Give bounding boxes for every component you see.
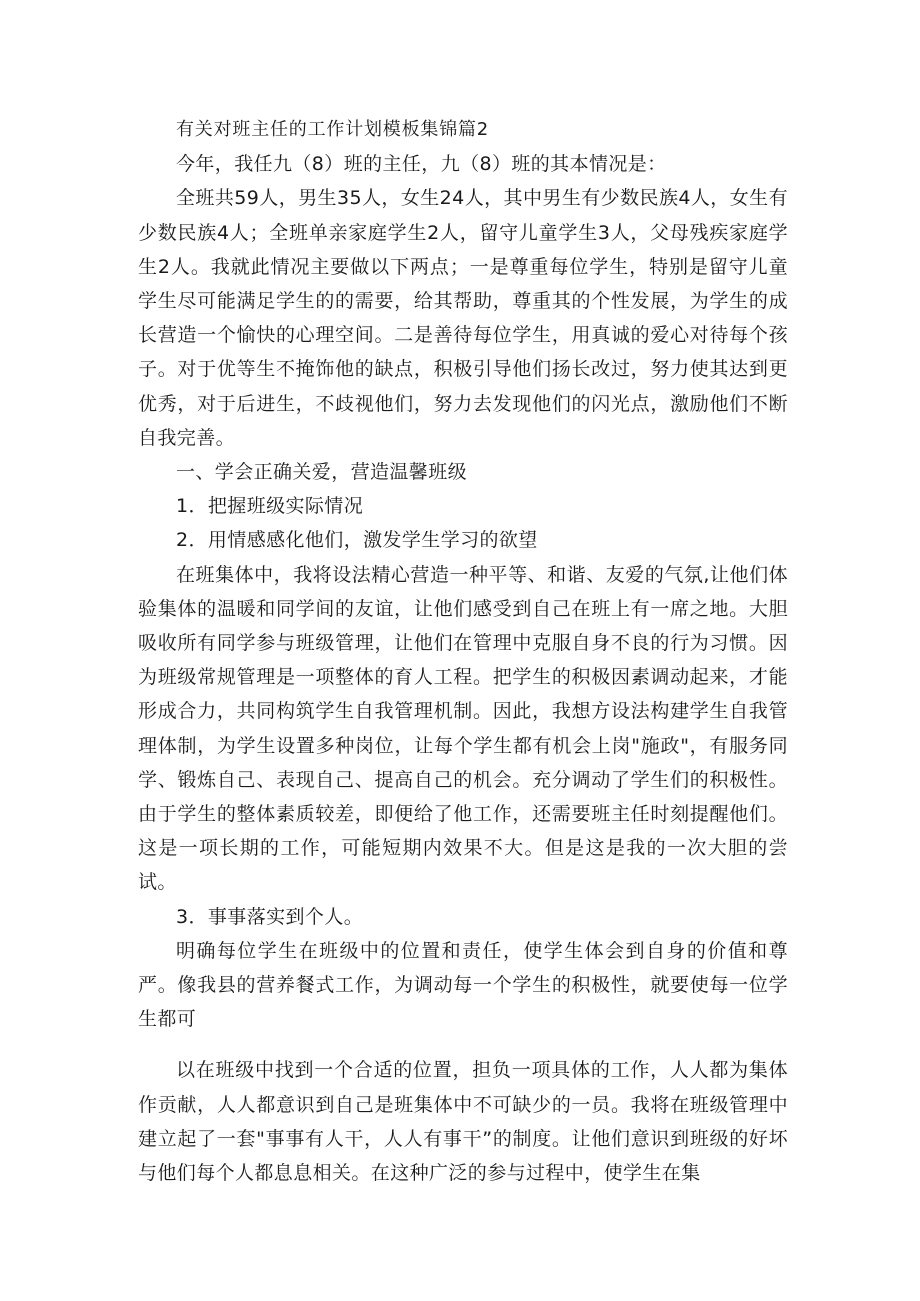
paragraph-class-management: 在班集体中，我将设法精心营造一种平等、和谐、友爱的气氛,让他们体验集体的温暖和同学间的友谊，让他们感受到自己在班上有一席之地。大胆吸收所有同学参与班级管理，让他们在管理中克服自身不良的行为习惯。因为班级常规管理是一项整体的育人工程。把学生的积极因素调动起来，才能形成合力，共同构筑学生自我管理机制。因此，我想方设法构建学生自我管理体制，为学生设置多种岗位，让每个学生都有机会上岗"施政"，有服务同学、锻炼自己、表现自己、提高自己的机会。充分调动了学生们的积极性。由于学生的整体素质较差，即便给了他工作，还需要班主任时刻提醒他们。这是一项长期的工作，可能短期内效果不大。但是这是我的一次大胆的尝试。 — [138, 563, 788, 894]
list-item-1: 1．把握班级实际情况 — [176, 495, 364, 518]
paragraph-class-situation: 全班共59人，男生35人，女生24人，其中男生有少数民族4人，女生有少数民族4人；全班单亲家庭学生2人，留守儿童学生3人，父母残疾家庭学生2人。我就此情况主要做以下两点；一是尊重每位学生，特别是留守儿童学生尽可能满足学生的的需要，给其帮助，尊重其的个性发展，为学生的成长营造一个愉快的心理空间。二是善待每位学生，用真诚的爱心对待每个孩子。对于优等生不掩饰他的缺点，积极引导他们扬长改过，努力使其达到更优秀，对于后进生，不歧视他们，努力去发现他们的闪光点，激励他们不断自我完善。 — [138, 187, 788, 449]
paragraph-participation: 以在班级中找到一个合适的位置，担负一项具体的工作，人人都为集体作贡献，人人都意识到自己是班集体中不可缺少的一员。我将在班级管理中建立起了一套"事事有人干，人人有事干”的制度。让他们意识到班级的好坏与他们每个人都息息相关。在这种广泛的参与过程中，使学生在集 — [138, 1059, 788, 1185]
document-body — [138, 113, 788, 1190]
section-heading-1: 一、学会正确关爱，营造温馨班级 — [176, 461, 468, 484]
paragraph-responsibility: 明确每位学生在班级中的位置和责任，使学生体会到自身的价值和尊严。像我县的营养餐式工作，为调动每一个学生的积极性，就要使每一位学生都可 — [138, 939, 788, 1031]
paragraph-intro: 今年，我任九（8）班的主任，九（8）班的其本情况是： — [176, 153, 667, 176]
list-item-3: 3．事事落实到个人。 — [176, 905, 364, 928]
list-item-2: 2．用情感感化他们，激发学生学习的欲望 — [176, 529, 538, 552]
document-title: 有关对班主任的工作计划模板集锦篇2 — [176, 119, 490, 140]
